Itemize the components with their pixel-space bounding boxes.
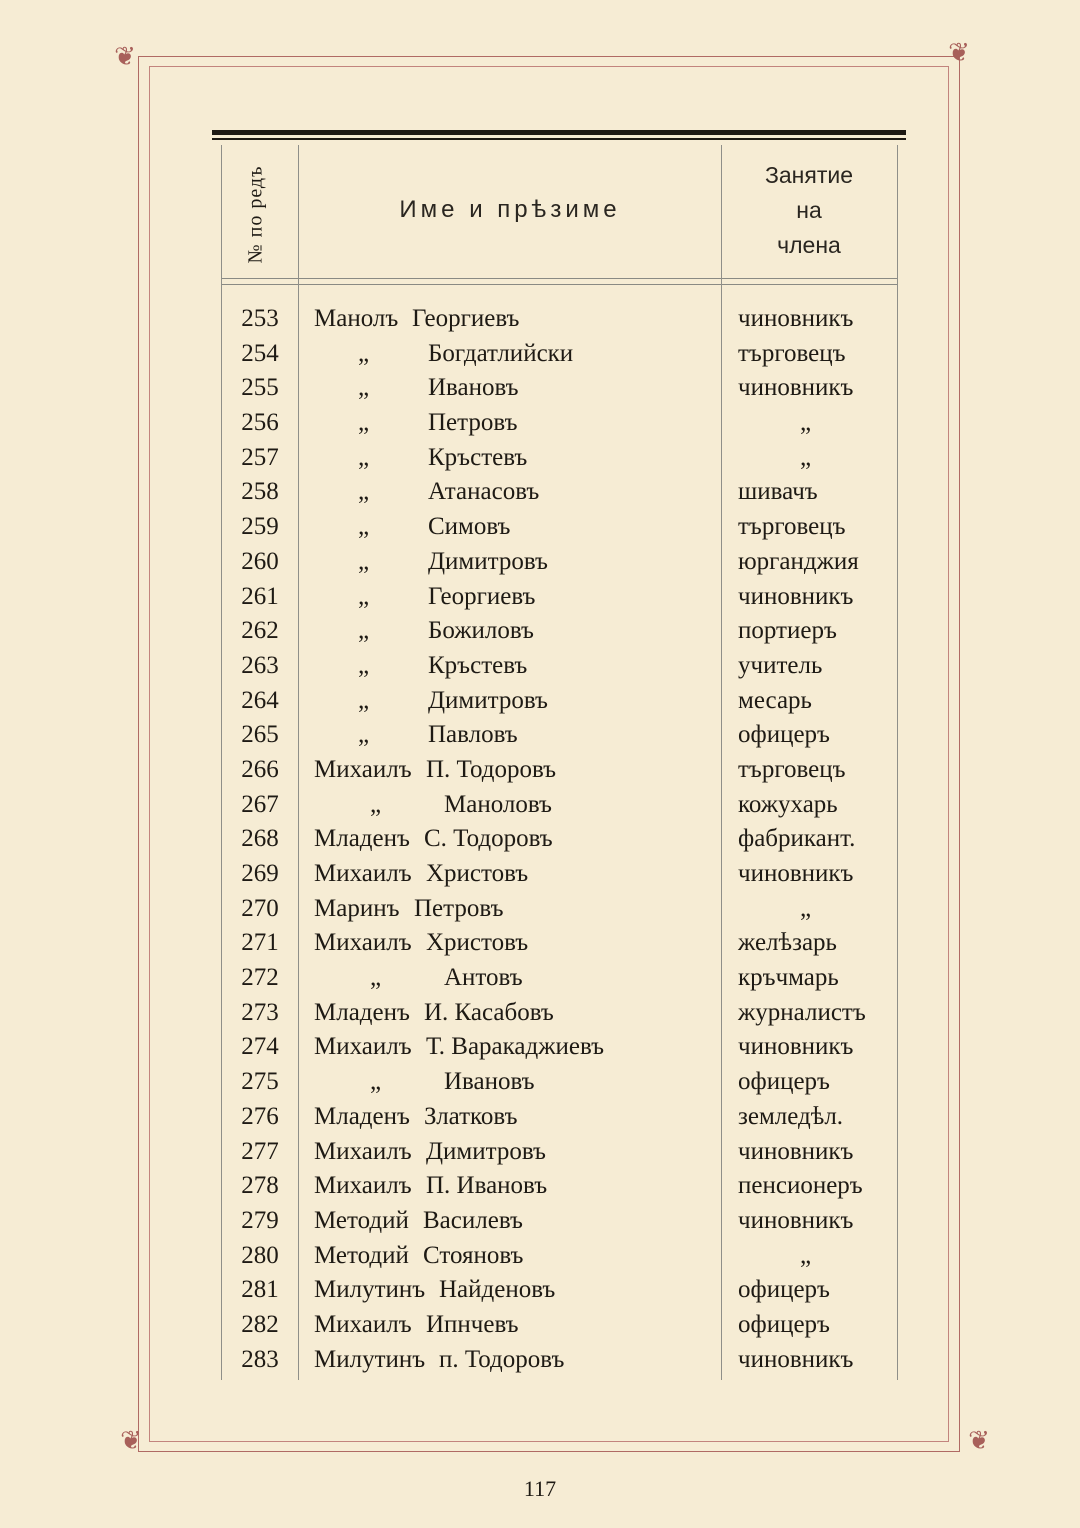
table-row xyxy=(0,825,1080,860)
row-number: 260 xyxy=(241,547,279,575)
occupation: търговецъ xyxy=(738,755,846,783)
occupation: чиновникъ xyxy=(738,860,854,887)
table-row xyxy=(0,305,1080,340)
row-number: 271 xyxy=(241,929,279,957)
ornament-bottom-left-icon: ❦ xyxy=(120,1426,142,1455)
last-name: Маноловъ xyxy=(444,790,552,818)
occupation: портиеръ xyxy=(738,617,837,645)
row-number: 257 xyxy=(241,443,279,471)
column-header-number: № по редъ xyxy=(244,165,267,263)
first-name: Михаилъ xyxy=(314,929,412,957)
table-row xyxy=(0,1276,1080,1311)
table-row xyxy=(0,895,1080,930)
row-number: 282 xyxy=(241,1310,279,1338)
table-row xyxy=(0,478,1080,513)
table-row xyxy=(0,652,1080,687)
last-name: Т. Варакаджиевъ xyxy=(426,1033,605,1061)
table-row xyxy=(0,1172,1080,1207)
row-number: 263 xyxy=(241,651,279,679)
table-row xyxy=(0,1103,1080,1138)
last-name: Божиловъ xyxy=(428,617,534,645)
row-number: 253 xyxy=(241,305,279,332)
table-row xyxy=(0,791,1080,826)
table-row xyxy=(0,999,1080,1034)
row-number: 269 xyxy=(241,860,279,887)
first-name: „ xyxy=(358,582,370,610)
occupation: фабрикант. xyxy=(738,825,856,853)
member-list xyxy=(0,305,1080,1380)
table-row xyxy=(0,721,1080,756)
occupation: „ xyxy=(800,443,812,471)
last-name: Димитровъ xyxy=(428,686,548,714)
last-name: Атанасовъ xyxy=(428,478,540,506)
last-name: Петровъ xyxy=(414,894,504,922)
row-number: 278 xyxy=(241,1172,279,1200)
table-row xyxy=(0,1138,1080,1173)
table-row xyxy=(0,374,1080,409)
last-name: Димитровъ xyxy=(428,547,548,575)
table-row xyxy=(0,1033,1080,1068)
row-number: 265 xyxy=(241,721,279,749)
row-number: 283 xyxy=(241,1345,279,1373)
row-number: 267 xyxy=(241,790,279,818)
occupation: земледѣл. xyxy=(738,1102,844,1130)
first-name: „ xyxy=(358,513,370,541)
occupation: шивачъ xyxy=(738,478,818,506)
last-name: Василевъ xyxy=(423,1206,523,1234)
first-name: „ xyxy=(358,339,370,367)
column-header-occupation: Занятие на члена xyxy=(764,162,853,258)
occupation: чиновникъ xyxy=(738,305,854,332)
table-row xyxy=(0,1242,1080,1277)
table-row xyxy=(0,548,1080,583)
header-bottom-rule-2 xyxy=(222,284,898,285)
first-name: Михаилъ xyxy=(314,1172,412,1200)
last-name: п. Тодоровъ xyxy=(439,1345,565,1373)
occupation: „ xyxy=(800,894,812,922)
last-name: Антовъ xyxy=(444,964,523,992)
last-name: Георгиевъ xyxy=(412,305,520,332)
first-name: Михаилъ xyxy=(314,1033,412,1061)
first-name: „ xyxy=(358,374,370,402)
first-name: Методий xyxy=(314,1241,409,1269)
first-name: „ xyxy=(358,547,370,575)
row-number: 275 xyxy=(241,1068,279,1096)
last-name: Ивановъ xyxy=(444,1068,535,1096)
table-row xyxy=(0,929,1080,964)
first-name: „ xyxy=(370,790,382,818)
first-name: Маринъ xyxy=(314,894,400,922)
last-name: Златковъ xyxy=(424,1102,518,1130)
table-top-rule xyxy=(212,130,906,135)
occupation: офицеръ xyxy=(738,721,830,749)
last-name: П. Тодоровъ xyxy=(426,755,557,783)
first-name: Младенъ xyxy=(314,998,410,1026)
last-name: Ипнчевъ xyxy=(426,1310,519,1338)
first-name: „ xyxy=(358,651,370,679)
first-name: Младенъ xyxy=(314,825,410,853)
header-bottom-rule xyxy=(222,278,898,279)
occupation: желѣзарь xyxy=(738,929,837,957)
first-name: „ xyxy=(358,478,370,506)
first-name: „ xyxy=(358,721,370,749)
last-name: Петровъ xyxy=(428,409,518,437)
row-number: 276 xyxy=(241,1102,279,1130)
table-row xyxy=(0,513,1080,548)
occupation: чиновникъ xyxy=(738,582,854,610)
occupation: търговецъ xyxy=(738,513,846,541)
table-row xyxy=(0,687,1080,722)
occupation: учитель xyxy=(738,651,823,679)
first-name: „ xyxy=(370,1068,382,1096)
last-name: Георгиевъ xyxy=(428,582,536,610)
occupation: чиновникъ xyxy=(738,1206,854,1234)
first-name: „ xyxy=(358,443,370,471)
row-number: 277 xyxy=(241,1137,279,1165)
row-number: 255 xyxy=(241,374,279,402)
last-name: Кръстевъ xyxy=(428,443,528,471)
occupation: кожухарь xyxy=(738,790,838,818)
last-name: Богдатлийски xyxy=(428,339,574,367)
first-name: Манолъ xyxy=(314,305,399,332)
row-number: 259 xyxy=(241,513,279,541)
occupation: офицеръ xyxy=(738,1068,830,1096)
table-top-thin-rule xyxy=(212,138,906,140)
last-name: Стояновъ xyxy=(423,1241,524,1269)
first-name: Михаилъ xyxy=(314,1137,412,1165)
first-name: Милутинъ xyxy=(314,1276,426,1304)
row-number: 261 xyxy=(241,582,279,610)
row-number: 268 xyxy=(241,825,279,853)
occupation: юрганджия xyxy=(738,547,859,575)
first-name: Михаилъ xyxy=(314,860,412,887)
first-name: „ xyxy=(358,686,370,714)
first-name: Михаилъ xyxy=(314,1310,412,1338)
first-name: Михаилъ xyxy=(314,755,412,783)
last-name: Димитровъ xyxy=(426,1137,546,1165)
first-name: „ xyxy=(358,617,370,645)
first-name: „ xyxy=(370,964,382,992)
occupation: офицеръ xyxy=(738,1310,830,1338)
row-number: 270 xyxy=(241,894,279,922)
last-name: П. Ивановъ xyxy=(426,1172,548,1200)
page-number: 117 xyxy=(523,1476,557,1501)
occupation: чиновникъ xyxy=(738,374,854,402)
last-name: Христовъ xyxy=(426,929,529,957)
row-number: 274 xyxy=(241,1033,279,1061)
ornament-top-right-icon: ❦ xyxy=(948,38,970,67)
last-name: И. Касабовъ xyxy=(424,998,554,1026)
occupation: месарь xyxy=(738,686,812,714)
last-name: Симовъ xyxy=(428,513,511,541)
last-name: Христовъ xyxy=(426,860,529,887)
last-name: Найденовъ xyxy=(439,1276,556,1304)
table-row xyxy=(0,617,1080,652)
occupation: „ xyxy=(800,409,812,437)
row-number: 281 xyxy=(241,1276,279,1304)
table-row xyxy=(0,340,1080,375)
occupation: чиновникъ xyxy=(738,1033,854,1061)
row-number: 254 xyxy=(241,339,279,367)
ornament-bottom-right-icon: ❦ xyxy=(968,1426,990,1455)
row-number: 279 xyxy=(241,1206,279,1234)
row-number: 262 xyxy=(241,617,279,645)
occupation: кръчмарь xyxy=(738,964,839,992)
ornament-top-left-icon: ❦ xyxy=(114,42,136,71)
occupation: чиновникъ xyxy=(738,1137,854,1165)
last-name: Павловъ xyxy=(428,721,518,749)
occupation: офицеръ xyxy=(738,1276,830,1304)
table-row xyxy=(0,964,1080,999)
table-row xyxy=(0,1311,1080,1346)
column-header-name: Име и прѣзиме xyxy=(399,196,621,223)
row-number: 264 xyxy=(241,686,279,714)
table-row xyxy=(0,1346,1080,1381)
table-row xyxy=(0,583,1080,618)
table-row xyxy=(0,444,1080,479)
row-number: 273 xyxy=(241,998,279,1026)
row-number: 272 xyxy=(241,964,279,992)
occupation: пенсионеръ xyxy=(738,1172,863,1200)
table-row xyxy=(0,860,1080,895)
row-number: 256 xyxy=(241,409,279,437)
row-number: 280 xyxy=(241,1241,279,1269)
table-row xyxy=(0,1207,1080,1242)
occupation: журналистъ xyxy=(738,998,866,1026)
row-number: 266 xyxy=(241,755,279,783)
last-name: Ивановъ xyxy=(428,374,519,402)
first-name: Милутинъ xyxy=(314,1345,426,1373)
last-name: С. Тодоровъ xyxy=(424,825,553,853)
occupation: „ xyxy=(800,1241,812,1269)
first-name: Методий xyxy=(314,1206,409,1234)
table-row xyxy=(0,1068,1080,1103)
occupation: търговецъ xyxy=(738,339,846,367)
table-row xyxy=(0,756,1080,791)
occupation: чиновникъ xyxy=(738,1345,854,1373)
table-row xyxy=(0,409,1080,444)
first-name: „ xyxy=(358,409,370,437)
row-number: 258 xyxy=(241,478,279,506)
first-name: Младенъ xyxy=(314,1102,410,1130)
last-name: Кръстевъ xyxy=(428,651,528,679)
